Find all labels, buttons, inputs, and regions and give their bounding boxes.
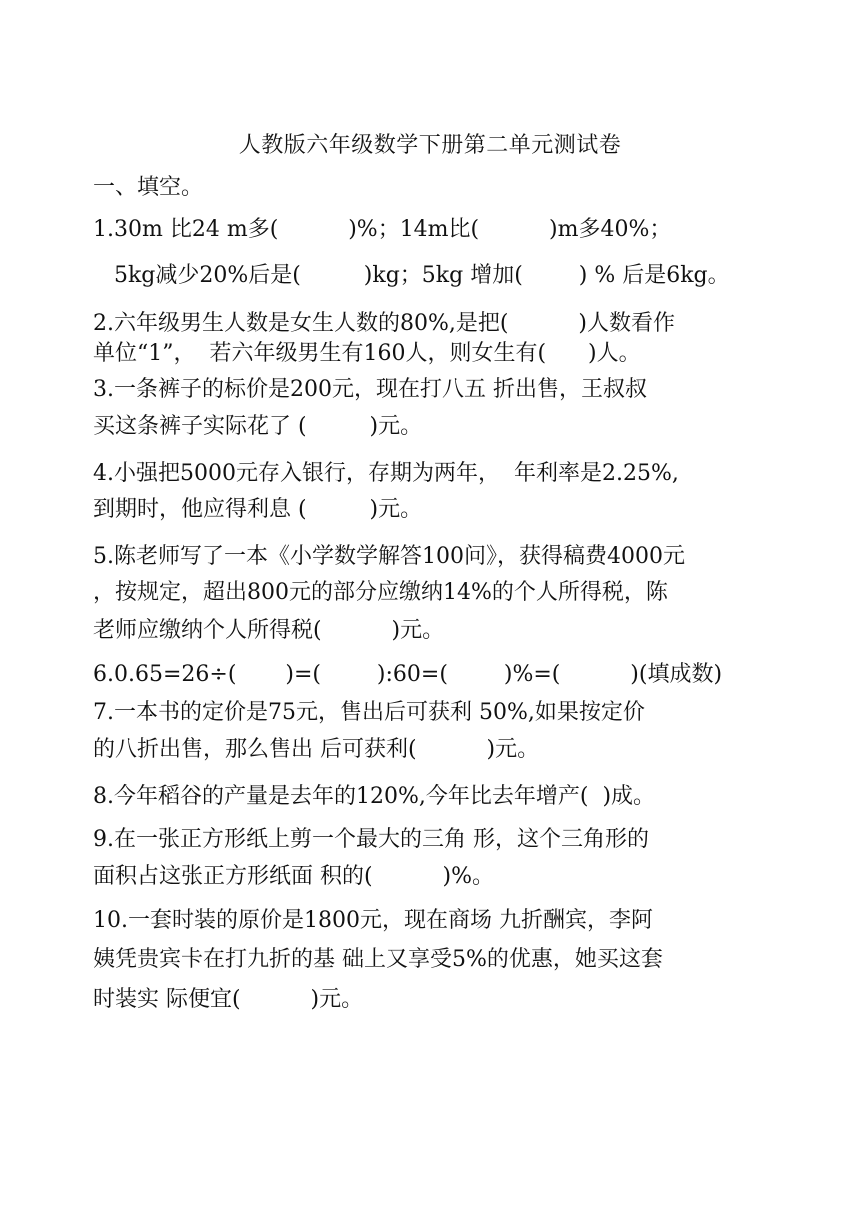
question-9-line-2: 面积占这张正方形纸面 积的( )%。 <box>93 864 494 889</box>
question-5-line-1: 5.陈老师写了一本《小学数学解答100问》，获得稿费4000元 <box>93 544 685 569</box>
question-7-line-1: 7.一本书的定价是75元，售出后可获利 50%,如果按定价 <box>93 700 645 725</box>
question-3-line-2: 买这条裤子实际花了 ( )元。 <box>93 414 423 439</box>
question-10-line-2: 姨凭贵宾卡在打九折的基 础上又享受5%的优惠，她买这套 <box>93 947 663 972</box>
question-3-line-1: 3.一条裤子的标价是200元，现在打八五 折出售，王叔叔 <box>93 377 647 402</box>
question-7-line-2: 的八折出售，那么售出 后可获利( )元。 <box>93 737 540 762</box>
question-4-line-2: 到期时，他应得利息 ( )元。 <box>93 497 423 522</box>
question-2-line-1: 2.六年级男生人数是女生人数的80%,是把( )人数看作 <box>93 311 675 336</box>
question-1-line-1: 1.30m 比24 m多( )%；14m比( )m多40%； <box>93 217 672 242</box>
question-1-line-2: 5kg减少20%后是( )kg；5kg 增加( ) % 后是6kg。 <box>93 263 730 288</box>
question-10-line-1: 10.一套时装的原价是1800元，现在商场 九折酬宾，李阿 <box>93 908 653 933</box>
question-2-line-2: 单位“1”， 若六年级男生有160人，则女生有( )人。 <box>93 341 641 366</box>
question-6-line-1: 6.0.65=26÷( )=( ):60=( )%=( )(填成数) <box>93 662 723 687</box>
question-5-line-2: ，按规定，超出800元的部分应缴纳14%的个人所得税，陈 <box>93 580 668 605</box>
question-8-line-1: 8.今年稻谷的产量是去年的120%,今年比去年增产( )成。 <box>93 784 656 809</box>
question-5-line-3: 老师应缴纳个人所得税( )元。 <box>93 618 445 643</box>
question-4-line-1: 4.小强把5000元存入银行，存期为两年， 年利率是2.25%, <box>93 461 679 486</box>
question-9-line-1: 9.在一张正方形纸上剪一个最大的三角 形，这个三角形的 <box>93 827 649 852</box>
section-heading: 一、填空。 <box>93 175 204 200</box>
question-10-line-3: 时装实 际便宜( )元。 <box>93 987 364 1012</box>
page-title: 人教版六年级数学下册第二单元测试卷 <box>238 133 622 158</box>
